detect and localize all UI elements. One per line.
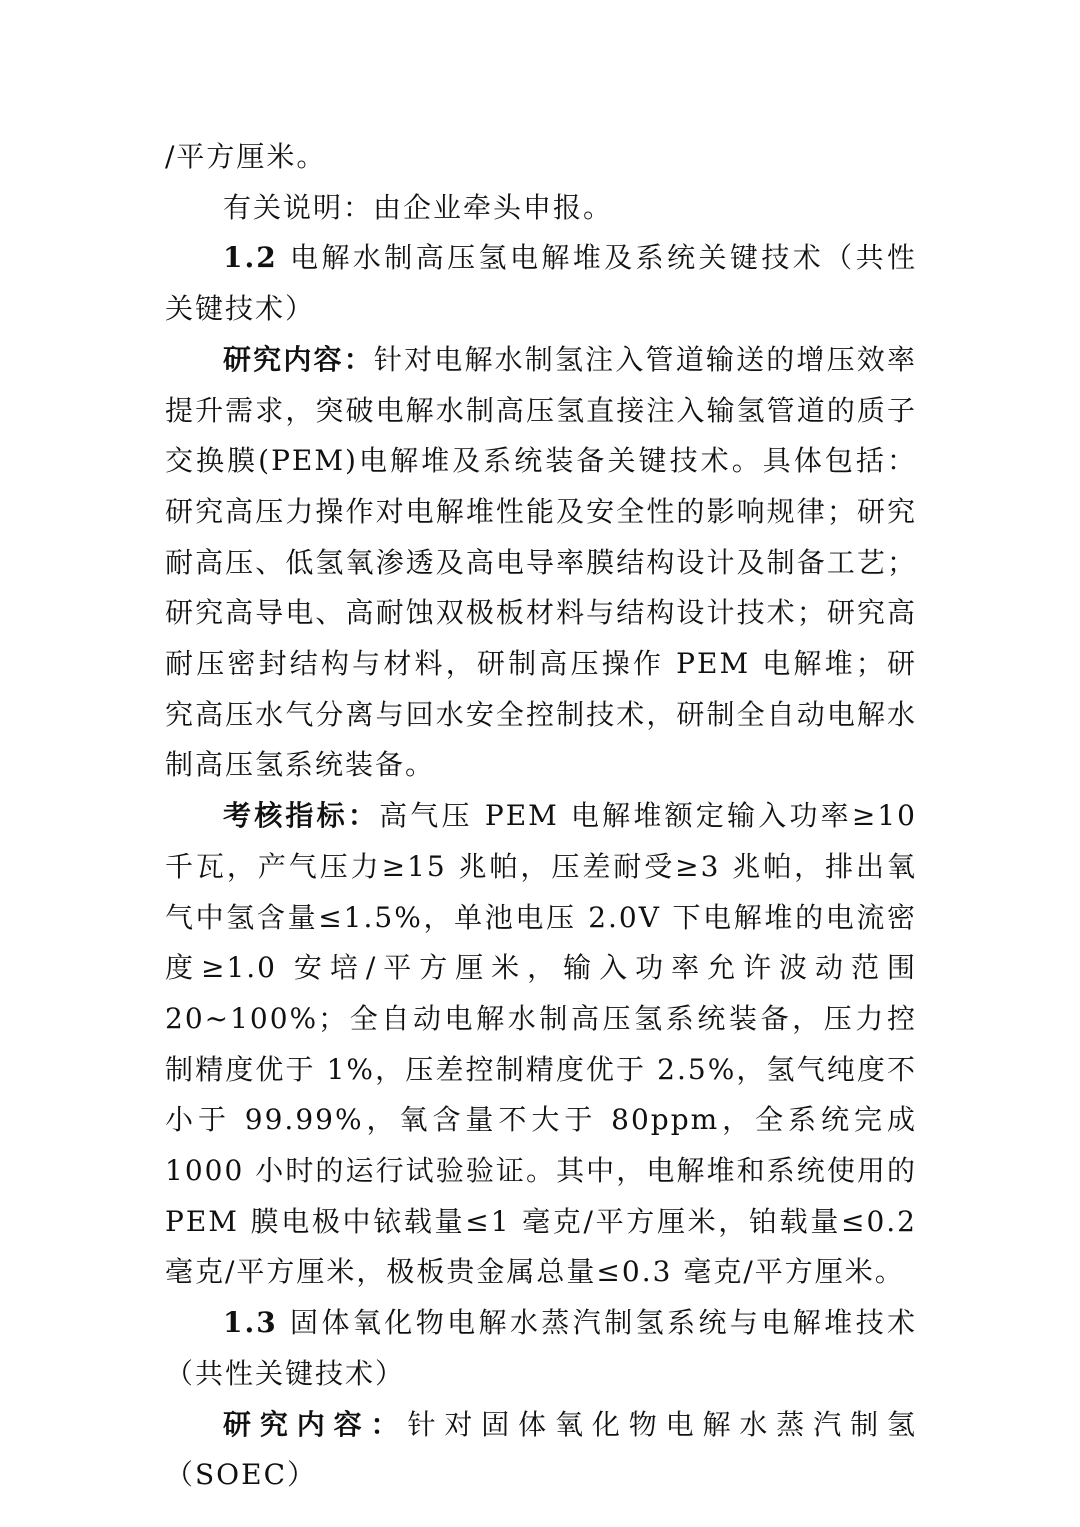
paragraph-assessment-indicators — [165, 791, 917, 1298]
section-title: 电解水制高压氢电解堆及系统关键技术（共性关键技术） — [165, 241, 917, 326]
section-title: 固体氧化物电解水蒸汽制氢系统与电解堆技术（共性关键技术） — [165, 1306, 917, 1390]
paragraph-lead-label: 研究内容： — [223, 1407, 408, 1441]
paragraph-text: 针对电解水制氢注入管道输送的增压效率提升需求，突破电解水制高压氢直接注入输氢管道的质子交换膜(PEM)电解堆及系统装备关键技术。具体包括：研究高压力操作对电解堆性能及安全性的影响规律；研究耐高压、低氢氧渗透及高电导率膜结构设计及制备工艺；研究高导电、高耐蚀双极板材料与结构设计技术；研究高耐压密封结构与材料，研制高压操作 PEM 电解堆；研究高压水气分离与回水安全控制技术，研制全自动电解水制高压氢系统装备。 — [165, 342, 917, 782]
paragraph-research-content — [165, 1400, 917, 1501]
paragraph-text: 高气压 PEM 电解堆额定输入功率≥10 千瓦，产气压力≥15 兆帕，压差耐受≥3 兆帕，排出氧气中氢含量≤1.5%，单池电压 2.0V 下电解堆的电流密度≥1.0 安培/平方厘米，输入功率允许波动范围 20~100%；全自动电解水制高压氢系统装备，压力控制精度优于 1%，压差控制精度优于 2.5%，氢气纯度不小于 99.99%，氧含量不大于 80ppm，全系统完成 1000 小时的运行试验验证。其中，电解堆和系统使用的 PEM 膜电极中铱载量≤1 毫克/平方厘米，铂载量≤0.2 毫克/平方厘米，极板贵金属总量≤0.3 毫克/平方厘米。 — [165, 799, 917, 1289]
document-body — [165, 132, 917, 1501]
paragraph-lead-label: 研究内容： — [223, 342, 374, 376]
paragraph-text: 有关说明：由企业牵头申报。 — [223, 190, 614, 224]
section-heading-1-2 — [165, 233, 917, 334]
paragraph-continuation — [165, 132, 917, 183]
section-heading-1-3 — [165, 1298, 917, 1399]
paragraph-lead-label: 考核指标： — [223, 799, 380, 833]
paragraph-text: /平方厘米。 — [165, 140, 327, 173]
paragraph-note — [165, 183, 917, 234]
section-number: 1.3 — [223, 1306, 278, 1340]
section-number: 1.2 — [223, 241, 278, 275]
paragraph-text: 针对固体氧化物电解水蒸汽制氢（SOEC） — [165, 1407, 917, 1492]
paragraph-research-content — [165, 335, 917, 791]
